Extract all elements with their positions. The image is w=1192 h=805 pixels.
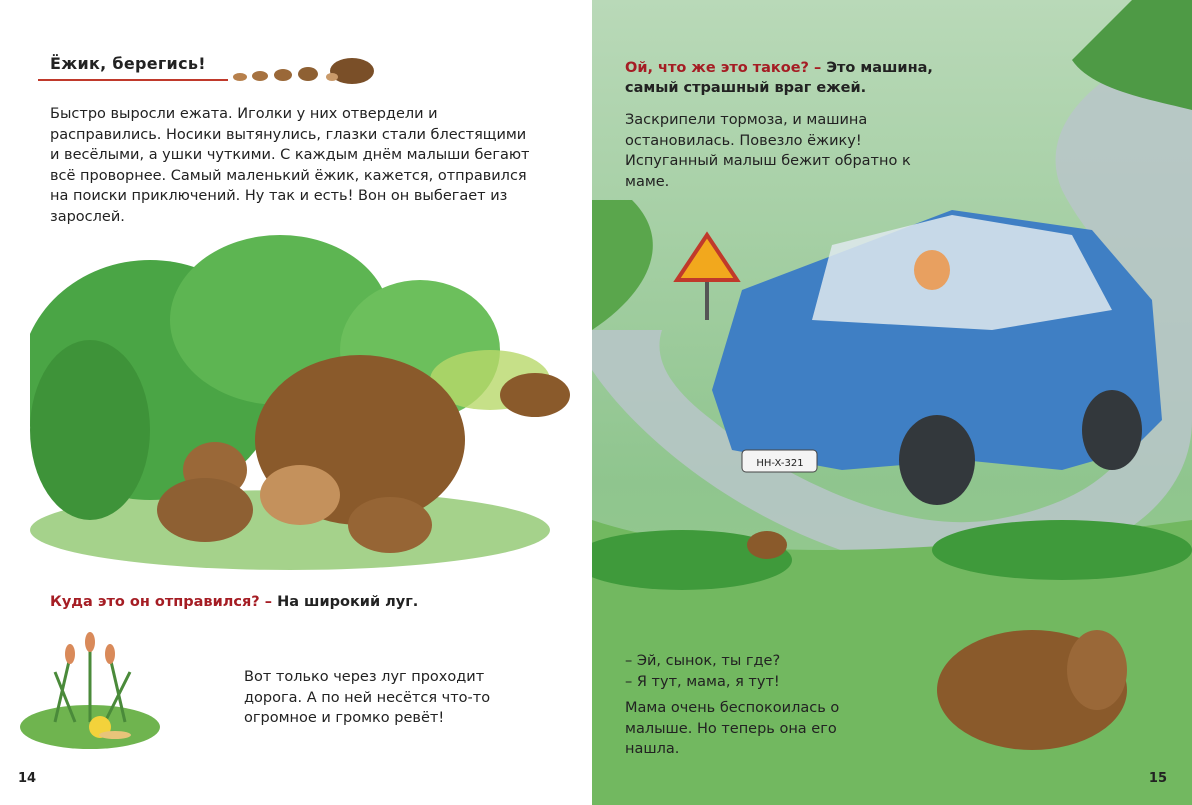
dialogue-line: – Я тут, мама, я тут! <box>625 673 780 690</box>
question-text: Куда это он отправился? – <box>50 594 273 610</box>
small-hedgehogs-row-illustration <box>230 55 380 85</box>
page-title: Ёжик, берегись! <box>50 54 206 73</box>
dialogue <box>625 651 845 692</box>
question-text: Ой, что же это такое? – <box>625 60 822 76</box>
answer-text: Это машина, самый страшный враг ежей. <box>625 60 933 96</box>
road-paragraph: Вот только через луг проходит дорога. А по ней несётся что-то огромное и громко ревёт! <box>244 669 491 726</box>
left-page <box>0 0 592 805</box>
car-question <box>625 58 945 98</box>
page-number: 15 <box>1148 771 1167 786</box>
intro-paragraph: Быстро выросли ежата. Иголки у них отвердели и расправились. Носики вытянулись, глазки стали блестящими и весёлыми, а ушки чуткими. С каждым днём малыши бегают всё проворнее. Самый маленький ёжик, кажется, отправился на поиски приключений. Ну так и есть! Вон он выбегает из зарослей. <box>50 106 530 225</box>
page-number: 14 <box>18 771 37 786</box>
meadow-question <box>50 594 418 610</box>
answer-text: На широкий луг. <box>277 594 419 610</box>
dialogue-line: – Эй, сынок, ты где? <box>625 653 781 669</box>
snail-flowers-illustration <box>15 632 165 752</box>
brakes-paragraph: Заскрипели тормоза, и машина остановилась. Повезло ёжику! Испуганный малыш бежит обратно к маме. <box>625 112 911 190</box>
title-underline <box>38 79 228 81</box>
right-page <box>592 0 1192 805</box>
license-plate-text: HH-X-321 <box>756 458 804 469</box>
hedgehog-family-illustration <box>30 230 575 570</box>
ending-paragraph: Мама очень беспокоилась о малыше. Но теперь она его нашла. <box>625 700 840 757</box>
